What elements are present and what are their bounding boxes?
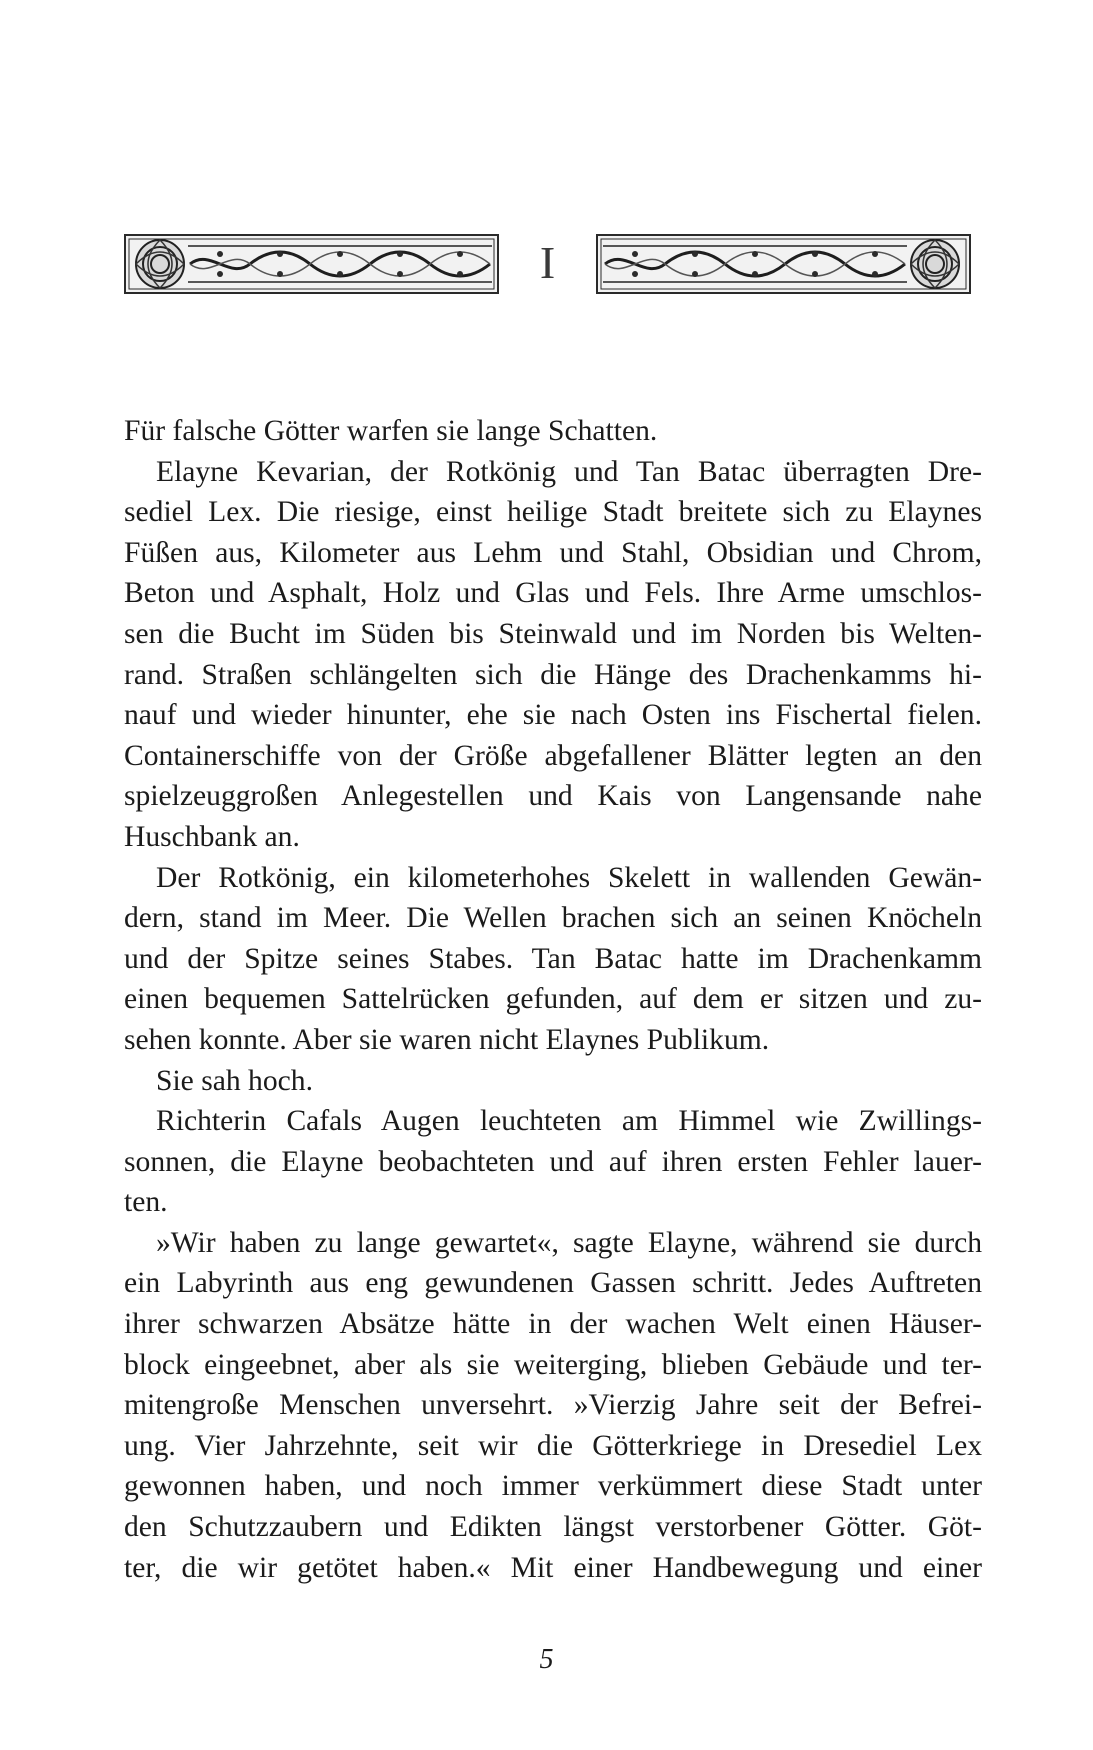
text-line: Der Rotkönig, ein kilometerhohes Skelett in wallenden Gewän- <box>156 861 982 894</box>
text-line: rand. Straßen schlängelten sich die Hänge des Drachenkamms hi- <box>124 658 982 691</box>
text-line: dern, stand im Meer. Die Wellen brachen sich an seinen Knöcheln <box>124 902 982 935</box>
text-line: Richterin Cafals Augen leuchteten am Himmel wie Zwillings- <box>156 1105 982 1138</box>
text-line: sonnen, die Elayne beobachteten und auf ihren ersten Fehler lauer- <box>124 1145 982 1178</box>
text-line: ten. <box>124 1186 168 1219</box>
text-line: Füßen aus, Kilometer aus Lehm und Stahl, Obsidian und Chrom, <box>124 536 982 569</box>
text-line: den Schutzzaubern und Edikten längst verstorbener Götter. Göt- <box>124 1511 982 1544</box>
text-line: ung. Vier Jahrzehnte, seit wir die Götterkriege in Dresediel Lex <box>124 1429 982 1462</box>
text-line: sehen konnte. Aber sie waren nicht Elaynes Publikum. <box>124 1023 770 1056</box>
page-number: 5 <box>539 1644 554 1675</box>
text-line: sen die Bucht im Süden bis Steinwald und im Norden bis Welten- <box>124 617 982 650</box>
text-line: Containerschiffe von der Größe abgefallener Blätter legten an den <box>124 739 982 772</box>
celtic-knot-ornament-right <box>596 234 971 294</box>
text-line: »Wir haben zu lange gewartet«, sagte Elayne, während sie durch <box>156 1226 982 1259</box>
text-line: nauf und wieder hinunter, ehe sie nach Osten ins Fischertal fielen. <box>124 699 982 732</box>
text-line: Sie sah hoch. <box>156 1064 313 1097</box>
text-line: ter, die wir getötet haben.« Mit einer Handbewegung und einer <box>124 1551 982 1584</box>
text-line: einen bequemen Sattelrücken gefunden, auf dem er sitzen und zu- <box>124 983 982 1016</box>
text-line: sediel Lex. Die riesige, einst heilige Stadt breitete sich zu Elaynes <box>124 496 982 529</box>
text-line: ihrer schwarzen Absätze hätte in der wachen Welt einen Häuser- <box>124 1308 982 1341</box>
chapter-number: I <box>539 237 556 288</box>
text-line: spielzeuggroßen Anlegestellen und Kais von Langensande nahe <box>124 780 982 813</box>
text-line: Huschbank an. <box>124 820 300 853</box>
text-line: Elayne Kevarian, der Rotkönig und Tan Batac überragten Dre- <box>156 455 982 488</box>
text-line: block eingeebnet, aber als sie weiterging, blieben Gebäude und ter- <box>124 1348 982 1381</box>
text-line: gewonnen haben, und noch immer verkümmert diese Stadt unter <box>124 1470 982 1503</box>
text-line: mitengroße Menschen unversehrt. »Vierzig Jahre seit der Befrei- <box>124 1389 982 1422</box>
text-line: und der Spitze seines Stabes. Tan Batac hatte im Drachenkamm <box>124 942 982 975</box>
text-line: Für falsche Götter warfen sie lange Schatten. <box>124 415 658 447</box>
text-line: Beton und Asphalt, Holz und Glas und Fels. Ihre Arme umschlos- <box>124 577 982 610</box>
celtic-knot-ornament-left <box>124 234 499 294</box>
text-line: ein Labyrinth aus eng gewundenen Gassen schritt. Jedes Auftreten <box>124 1267 982 1300</box>
chapter-header <box>124 228 982 298</box>
chapter-body-text <box>124 411 982 1621</box>
